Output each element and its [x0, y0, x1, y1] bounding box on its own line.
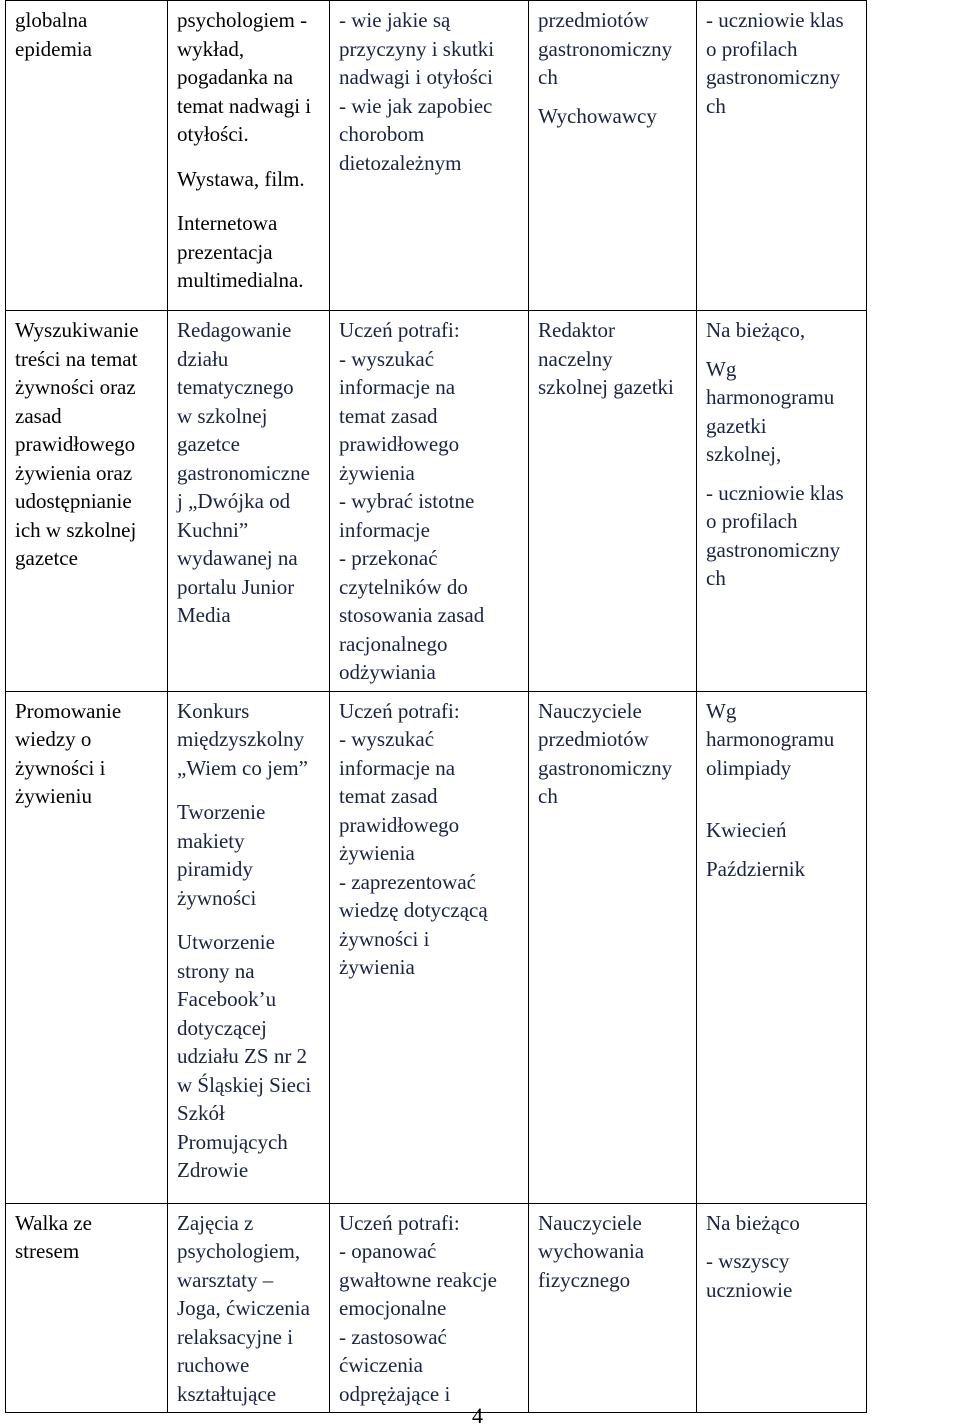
skills-line: - opanować	[339, 1239, 437, 1263]
topic-line: zasad	[15, 403, 62, 428]
forms-line: otyłości.	[177, 122, 249, 146]
forms-line: j „Dwójka od	[177, 489, 291, 513]
skills-line: odprężające i	[339, 1381, 451, 1406]
spacer	[538, 92, 690, 102]
spacer	[706, 782, 860, 816]
skills-line: dietozależnym	[339, 150, 462, 175]
forms-line: Konkurs	[177, 698, 250, 723]
topic-line: Wyszukiwanie	[15, 318, 139, 342]
skills-line: stosowania zasad	[339, 603, 485, 627]
spacer	[177, 912, 323, 928]
forms-line: działu	[177, 346, 229, 371]
timing-line: ch	[706, 566, 726, 590]
timing-line: Kwiecień	[706, 818, 787, 842]
timing-cell	[697, 311, 867, 692]
topic-line: treści na temat	[15, 346, 138, 371]
timing-line: harmonogramu	[706, 385, 835, 409]
skills-line: - wyszukać	[339, 346, 435, 371]
responsible-line: gastronomiczny	[538, 755, 673, 780]
skills-line: - zastosować	[339, 1324, 447, 1349]
timing-line: gazetki	[706, 413, 767, 438]
timing-line: gastronomiczny	[706, 65, 841, 89]
responsible-line: Nauczyciele	[538, 1210, 642, 1235]
responsible-line: wychowania	[538, 1239, 645, 1263]
timing-line: o profilach	[706, 36, 798, 61]
forms-line: temat nadwagi i	[177, 93, 312, 118]
forms-line: udziału ZS nr 2	[177, 1044, 308, 1068]
spacer	[706, 345, 860, 355]
skills-line: chorobom	[339, 122, 425, 146]
responsible-line: przedmiotów	[538, 8, 649, 32]
forms-line: dotyczącej	[177, 1015, 267, 1040]
topic-line: żywności i	[15, 755, 106, 780]
forms-line: „Wiem co jem”	[177, 755, 308, 780]
table-row	[6, 1, 954, 311]
forms-line: żywności	[177, 885, 257, 910]
timing-line: Na bieżąco,	[706, 318, 806, 342]
forms-line: psychologiem -	[177, 8, 308, 32]
topic-cell	[6, 1203, 168, 1413]
forms-line: Tworzenie	[177, 800, 266, 824]
skills-cell	[330, 1, 529, 311]
topic-line: stresem	[15, 1239, 80, 1263]
forms-line: makiety	[177, 828, 245, 853]
forms-line: w Śląskiej Sieci	[177, 1072, 312, 1097]
forms-cell	[168, 1, 330, 311]
forms-cell	[168, 311, 330, 692]
topic-line: żywienia oraz	[15, 460, 133, 485]
responsible-line: Redaktor	[538, 318, 615, 342]
timing-line: ch	[706, 93, 726, 118]
skills-line: przyczyny i skutki	[339, 36, 495, 61]
forms-line: Zajęcia z	[177, 1210, 254, 1235]
forms-line: Internetowa	[177, 211, 278, 235]
topic-line: żywności oraz	[15, 375, 136, 399]
skills-line: informacje	[339, 517, 430, 542]
table-row	[6, 691, 954, 1203]
topic-line: wiedzy o	[15, 727, 92, 751]
skills-line: - wyszukać	[339, 727, 435, 751]
skills-line: racjonalnego	[339, 631, 448, 656]
responsible-line: fizycznego	[538, 1267, 631, 1292]
timing-line: szkolnej,	[706, 442, 782, 466]
skills-line: gwałtowne reakcje	[339, 1267, 498, 1292]
timing-cell	[697, 691, 867, 1203]
forms-line: Utworzenie	[177, 930, 275, 954]
skills-line: nadwagi i otyłości	[339, 65, 493, 89]
skills-line: - wie jakie są	[339, 8, 451, 32]
forms-line: multimedialna.	[177, 268, 304, 292]
forms-line: wykład,	[177, 36, 245, 61]
topic-line: prawidłowego	[15, 432, 136, 456]
skills-line: żywienia	[339, 460, 415, 485]
skills-line: prawidłowego	[339, 812, 460, 837]
timing-line: Październik	[706, 856, 806, 881]
topic-line: Walka ze	[15, 1210, 93, 1235]
forms-line: międzyszkolny	[177, 727, 305, 751]
table-row	[6, 311, 954, 692]
timing-line: olimpiady	[706, 755, 792, 780]
forms-line: Zdrowie	[177, 1158, 249, 1182]
forms-line: prezentacja	[177, 239, 273, 264]
forms-line: ruchowe	[177, 1353, 250, 1377]
timing-line: - wszyscy	[706, 1249, 790, 1273]
page-number: 4	[472, 1403, 483, 1428]
responsible-line: Nauczyciele	[538, 698, 642, 723]
spacer	[706, 469, 860, 479]
topic-cell	[6, 691, 168, 1203]
forms-line: psychologiem,	[177, 1239, 301, 1263]
skills-line: informacje na	[339, 375, 456, 399]
forms-line: tematycznego	[177, 375, 294, 399]
forms-line: gazetce	[177, 432, 240, 456]
responsible-line: naczelny	[538, 346, 613, 371]
responsible-line: Wychowawcy	[538, 103, 657, 128]
skills-line: żywienia	[339, 841, 415, 865]
table-row	[6, 1203, 954, 1413]
skills-cell	[330, 691, 529, 1203]
topic-cell	[6, 311, 168, 692]
spacer	[706, 1237, 860, 1247]
skills-line: Uczeń potrafi:	[339, 318, 460, 342]
skills-line: czytelników do	[339, 574, 468, 599]
topic-line: gazetce	[15, 546, 78, 570]
timing-line: Wg	[706, 356, 737, 381]
topic-line: epidemia	[15, 36, 92, 61]
responsible-cell	[529, 691, 697, 1203]
timing-line: Wg	[706, 698, 737, 723]
forms-cell	[168, 1203, 330, 1413]
responsible-line: gastronomiczny	[538, 36, 673, 61]
topic-line: globalna	[15, 8, 88, 32]
responsible-cell	[529, 1, 697, 311]
forms-line: portalu Junior	[177, 574, 295, 599]
forms-line: Promujących	[177, 1129, 288, 1154]
forms-line: w szkolnej	[177, 403, 268, 428]
timing-line: - uczniowie klas	[706, 8, 844, 32]
skills-line: - wybrać istotne	[339, 489, 475, 513]
forms-line: Kuchni”	[177, 517, 249, 542]
responsible-cell	[529, 311, 697, 692]
skills-line: - zaprezentować	[339, 869, 476, 894]
responsible-line: przedmiotów	[538, 727, 649, 751]
forms-line: relaksacyjne i	[177, 1324, 294, 1349]
skills-line: prawidłowego	[339, 432, 460, 456]
skills-line: - wie jak zapobiec	[339, 93, 493, 118]
forms-line: Facebook’u	[177, 987, 277, 1011]
spacer	[177, 149, 323, 165]
responsible-line: ch	[538, 784, 558, 808]
responsible-cell	[529, 1203, 697, 1413]
forms-line: Media	[177, 603, 231, 627]
topic-cell	[6, 1, 168, 311]
topic-line: udostępnianie	[15, 489, 132, 513]
topic-line: żywieniu	[15, 784, 92, 808]
forms-line: piramidy	[177, 857, 253, 881]
topic-line: ich w szkolnej	[15, 517, 137, 542]
forms-line: pogadanka na	[177, 65, 294, 89]
timing-line: harmonogramu	[706, 727, 835, 751]
skills-line: wiedzę dotyczącą	[339, 898, 488, 922]
skills-line: Uczeń potrafi:	[339, 1210, 460, 1235]
skills-cell	[330, 311, 529, 692]
skills-line: ćwiczenia	[339, 1353, 423, 1377]
timing-line: gastronomiczny	[706, 537, 841, 562]
skills-line: żywienia	[339, 955, 415, 979]
timing-cell	[697, 1, 867, 311]
skills-cell	[330, 1203, 529, 1413]
skills-line: temat zasad	[339, 403, 438, 428]
topic-line: Promowanie	[15, 698, 122, 723]
skills-line: odżywiania	[339, 660, 436, 684]
forms-line: warsztaty –	[177, 1267, 274, 1292]
skills-line: temat zasad	[339, 784, 438, 808]
responsible-line: szkolnej gazetki	[538, 375, 674, 399]
spacer	[177, 782, 323, 798]
timing-line: o profilach	[706, 509, 798, 533]
forms-line: kształtujące	[177, 1381, 277, 1406]
forms-line: Wystawa, film.	[177, 166, 305, 191]
forms-line: Szkół	[177, 1101, 225, 1125]
spacer	[706, 845, 860, 855]
forms-line: wydawanej na	[177, 546, 298, 570]
health-program-table	[5, 0, 954, 1413]
skills-line: - przekonać	[339, 546, 438, 570]
timing-cell	[697, 1203, 867, 1413]
forms-line: Redagowanie	[177, 318, 292, 342]
skills-line: informacje na	[339, 755, 456, 780]
timing-line: Na bieżąco	[706, 1210, 800, 1235]
spacer	[177, 193, 323, 209]
responsible-line: ch	[538, 65, 558, 89]
skills-line: Uczeń potrafi:	[339, 698, 460, 723]
timing-line: - uczniowie klas	[706, 480, 844, 505]
forms-line: Joga, ćwiczenia	[177, 1296, 310, 1320]
forms-cell	[168, 691, 330, 1203]
timing-line: uczniowie	[706, 1277, 793, 1302]
forms-line: gastronomiczne	[177, 460, 310, 485]
skills-line: emocjonalne	[339, 1296, 447, 1320]
forms-line: strony na	[177, 958, 255, 983]
skills-line: żywności i	[339, 926, 430, 951]
